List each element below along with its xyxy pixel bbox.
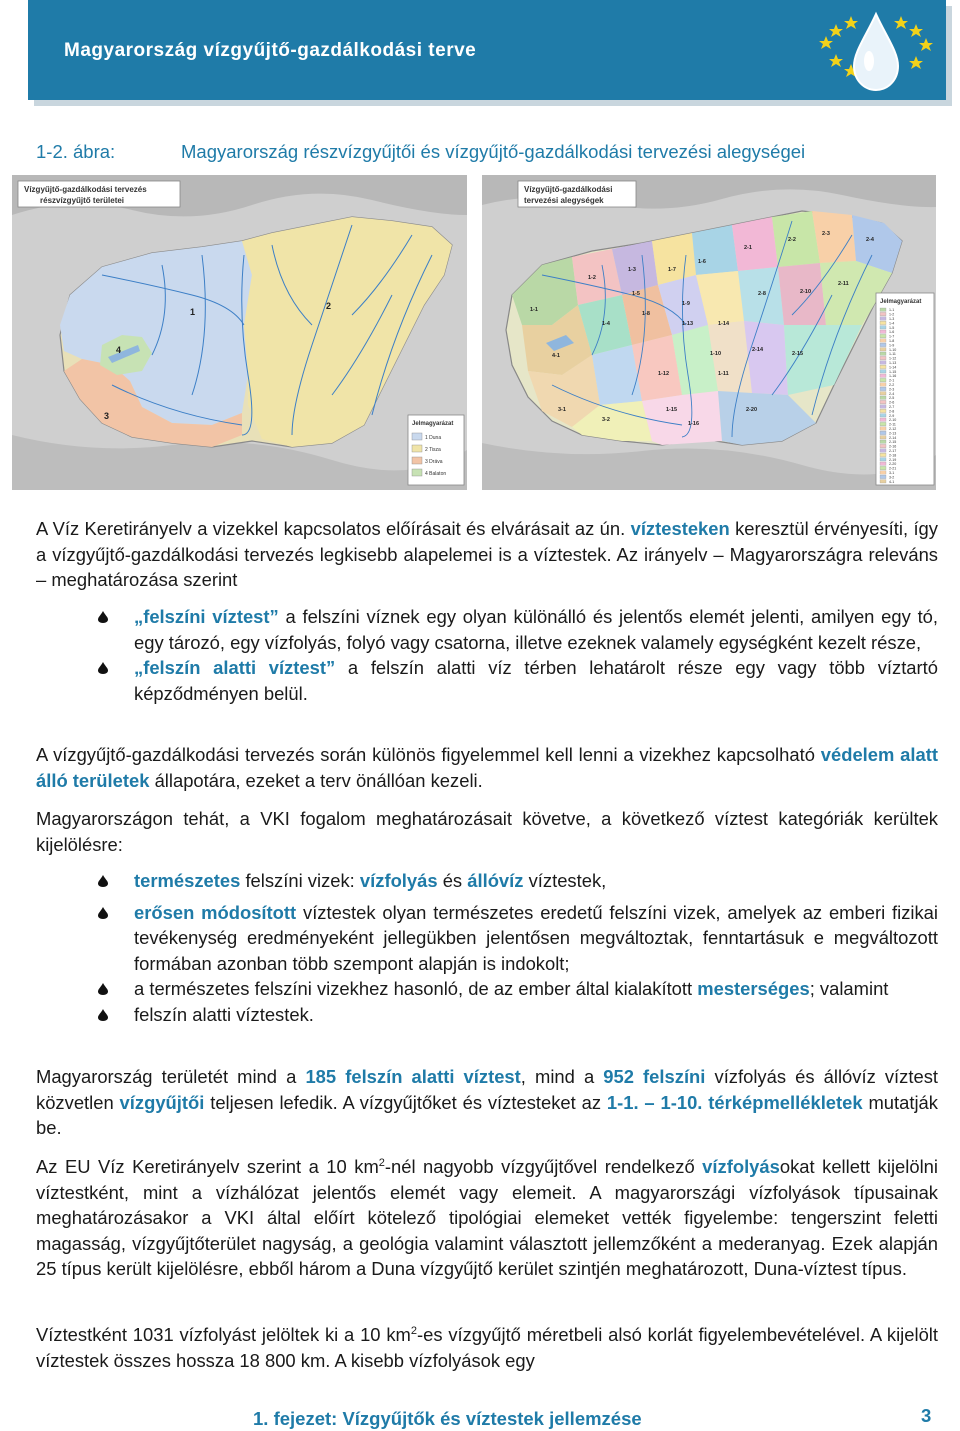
legend-swatch: [880, 400, 886, 403]
superscript: 2: [378, 1156, 385, 1169]
highlight-term: vízfolyás: [359, 870, 438, 891]
legend-swatch: [880, 480, 886, 483]
legend-label: 1-14: [889, 365, 897, 370]
left-map-title-2: részvízgyűjtő területei: [40, 196, 125, 205]
legend-label: 1-16: [889, 374, 897, 379]
legend-label: 2-19: [889, 457, 897, 462]
unit-label: 2-2: [788, 237, 796, 243]
legend-label: 1-12: [889, 356, 897, 361]
legend-label: 1-15: [889, 369, 897, 374]
bullet-icon: [98, 1009, 108, 1021]
text-run: felszíni vizek:: [240, 870, 360, 891]
paragraph-2: [36, 742, 938, 793]
legend-label: 2-10: [889, 418, 897, 423]
legend-swatch: [880, 383, 886, 386]
legend-swatch: [880, 392, 886, 395]
legend-swatch: [880, 352, 886, 355]
unit-label: 2-10: [800, 289, 812, 295]
bullet-icon: [98, 983, 108, 995]
legend-swatch: [880, 475, 886, 478]
right-map: [482, 175, 936, 490]
legend-swatch: [880, 334, 886, 337]
legend-swatch: [880, 370, 886, 373]
legend-swatch: [880, 396, 886, 399]
left-legend-item: 1 Duna: [425, 435, 442, 441]
region-label-3: 3: [104, 411, 110, 421]
text-run: Magyarországon tehát, a VKI fogalom meghatározásait követve, a következő víztest kategóriák kerültek kijelölésre:: [36, 808, 938, 855]
unit-label: 2-14: [752, 347, 764, 353]
text-run: Az EU Víz Keretirányelv szerint a 10 km: [36, 1156, 379, 1177]
unit-label: 3-2: [602, 417, 610, 423]
text-run: víztestek olyan természetes eredetű felszíni vizek, amelyek az emberi fizikai tevékenység eredményeként jellegükben jelentősen megváltoztak, fenntartásuk e megváltozott formában azonban több szempont alapján is indokolt;: [134, 901, 938, 974]
list-item: [36, 900, 938, 977]
right-legend-title: Jelmagyarázat: [880, 299, 922, 305]
unit-label: 1-16: [688, 421, 700, 427]
unit-label: 2-8: [758, 291, 766, 297]
unit-label: 1-7: [668, 267, 676, 273]
figure-caption-text: Magyarország részvízgyűjtői és vízgyűjtő-gazdálkodási tervezési alegységei: [181, 141, 806, 162]
legend-label: 1-4: [889, 321, 895, 326]
legend-swatch: [880, 326, 886, 329]
list-item: [36, 604, 938, 655]
left-legend-item: 4 Balaton: [425, 471, 447, 477]
paragraph-1: [36, 516, 938, 593]
legend-swatch: [880, 405, 886, 408]
unit-label: 1-13: [682, 321, 694, 327]
legend-swatch: [880, 365, 886, 368]
text-run: a felszíni víznek egy olyan különálló és jelentős elemét jelenti, amilyen egy tó, egy tározó, egy vízfolyás, folyó vagy csatorna, illetve ezeknek valamely egységként kezelt része,: [134, 606, 939, 653]
region-label-1: 1: [190, 307, 196, 317]
text-run: A vízgyűjtő-gazdálkodási tervezés során különös figyelemmel kell lenni a vizekhez kapcsolható: [36, 744, 821, 765]
legend-label: 1-5: [889, 325, 895, 330]
unit-label: 1-4: [602, 321, 610, 327]
legend-label: 2-17: [889, 449, 897, 453]
legend-swatch: [880, 431, 886, 434]
legend-swatch: [880, 330, 886, 333]
right-map-title-2: tervezési alegységek: [524, 196, 604, 205]
right-map-title-1: Vízgyűjtő-gazdálkodási: [524, 185, 613, 194]
legend-swatch: [880, 321, 886, 324]
left-legend-item: 3 Dráva: [425, 459, 443, 465]
unit-label: 1-2: [588, 275, 596, 281]
page-number: 3: [921, 1405, 932, 1426]
legend-swatch: [880, 440, 886, 443]
legend-swatch: [880, 471, 886, 474]
highlight-term: erősen módosított: [134, 901, 297, 923]
legend-label: 3-1: [889, 471, 895, 475]
list-item: [36, 868, 938, 894]
legend-swatch: [880, 453, 886, 456]
legend-label: 3-2: [889, 475, 895, 480]
text-run: Magyarország területét mind a: [36, 1066, 306, 1087]
text-run: teljesen lefedik. A vízgyűjtőket és víztesteket az: [204, 1091, 607, 1113]
text-run: okat kellett kijelölni víztestként, mint a vízhálózat jelentős elemét vagy elemeit. A magyarországi vízfolyások típusainak meghatározásakor a VKI által előírt kötelező tipológiai elemeket vették figyelembe: tengerszint feletti magasság, vízgyűjtőterület nagyság, a geológia valamint választott jellemzőként a mederanyag. Ezek alapján 25 típus került kijelölésre, ebből három a Duna vízgyűjtő kerület szintjén meghatározott, Duna-víztest típus.: [36, 1156, 938, 1280]
legend-swatch: [880, 378, 886, 381]
unit-label: 1-5: [632, 291, 640, 297]
legend-swatch: [880, 348, 886, 351]
text-run: -es vízgyűjtő méretbeli alsó korlát figyelembevételével. A kijelölt víztestek összes hossza 18 800 km. A kisebb vízfolyások egy: [36, 1324, 939, 1371]
category-list: [36, 868, 938, 1028]
legend-label: 1-8: [889, 339, 895, 343]
unit-label: 1-3: [628, 267, 636, 273]
unit-label: 3-1: [558, 407, 566, 413]
legend-swatch: [880, 422, 886, 425]
text-run: vízfolyás és állóvíz víztest közvetlen: [36, 1066, 939, 1113]
legend-swatch: [880, 462, 886, 465]
text-run: felszín alatti víztestek.: [134, 1003, 314, 1025]
legend-swatch: [880, 458, 886, 461]
text-run: ; valamint: [809, 978, 889, 1000]
unit-label: 1-15: [666, 407, 678, 413]
text-run: keresztül érvényesíti, így a vízgyűjtő-gazdálkodási tervezés legkisebb alapelemei is a víztestek. Az irányelv – Magyarországra releváns – meghatározása szerint: [36, 518, 938, 591]
figure-maps: [12, 175, 936, 490]
unit-label: 2-3: [822, 231, 830, 237]
unit-label: 1-14: [718, 321, 730, 327]
unit-label: 2-15: [792, 351, 804, 357]
legend-label: 2-12: [889, 427, 897, 431]
bullet-icon: [98, 907, 108, 919]
legend-swatch: [880, 374, 886, 377]
legend-swatch: [880, 466, 886, 469]
bullet-icon: [98, 875, 108, 887]
legend-label: 2-3: [889, 387, 895, 392]
legend-swatch: [880, 414, 886, 417]
map-annex-link[interactable]: 1-1. – 1-10. térképmellékletek: [606, 1091, 863, 1113]
legend-label: 2-20: [889, 462, 897, 467]
legend-swatch: [880, 356, 886, 359]
unit-label: 1-9: [682, 301, 690, 307]
bullet-icon: [98, 611, 108, 623]
legend-label: 2-14: [889, 435, 897, 440]
legend-label: 2-1: [889, 378, 895, 383]
legend-label: 1-9: [889, 343, 895, 348]
text-run: mutatják be.: [36, 1091, 938, 1139]
unit-label: 1-12: [658, 371, 670, 377]
list-item: [36, 1002, 938, 1028]
legend-label: 1-11: [889, 352, 896, 357]
legend-swatch: [880, 343, 886, 346]
unit-label: 2-20: [746, 407, 758, 413]
left-legend-item: 2 Tisza: [425, 447, 441, 453]
unit-label: 2-1: [744, 245, 752, 251]
unit-label: 1-8: [642, 311, 650, 317]
legend-label: 2-13: [889, 431, 897, 436]
legend-label: 2-8: [889, 409, 895, 414]
paragraph-3: [36, 806, 938, 857]
region-label-4: 4: [116, 345, 122, 355]
unit-label: 4-1: [552, 353, 560, 359]
superscript: 2: [410, 1324, 417, 1337]
legend-swatch: [880, 387, 886, 390]
eu-water-drop-logo: [806, 6, 946, 98]
footer-chapter-title: 1. fejezet: Vízgyűjtők és víztestek jellemzése: [253, 1408, 642, 1429]
legend-swatch: [880, 418, 886, 421]
legend-swatch: [880, 312, 886, 315]
definition-list: [36, 604, 938, 706]
left-legend-title: Jelmagyarázat: [412, 421, 454, 427]
highlight-term: állóvíz: [467, 870, 524, 891]
unit-label: 2-11: [838, 281, 849, 287]
legend-label: 2-15: [889, 440, 897, 445]
legend-label: 1-6: [889, 330, 895, 335]
paragraph-4: [36, 1064, 938, 1141]
highlight-term: víztesteken: [630, 518, 730, 539]
legend-label: 1-10: [889, 347, 897, 352]
legend-swatch: [880, 339, 886, 342]
highlight-term: vízfolyás: [702, 1156, 780, 1177]
legend-label: 2-2: [889, 383, 895, 387]
highlight-term: 185 felszín alatti víztest: [305, 1066, 521, 1087]
legend-label: 2-21: [889, 466, 897, 471]
legend-label: 2-9: [889, 413, 895, 418]
legend-swatch: [880, 427, 886, 430]
unit-label: 2-4: [866, 237, 874, 243]
legend-label: 1-1: [889, 308, 895, 313]
legend-swatch: [880, 409, 886, 412]
legend-swatch: [880, 361, 886, 364]
highlight-term: 952 felszíni: [603, 1066, 706, 1087]
unit-label: 1-1: [530, 307, 538, 313]
bullet-icon: [98, 662, 108, 674]
figure-caption: [36, 141, 926, 163]
text-run: és: [437, 870, 468, 891]
list-item: [36, 976, 938, 1002]
legend-swatch: [880, 308, 886, 311]
legend-swatch: [880, 449, 886, 452]
left-map-title-1: Vízgyűjtő-gazdálkodási tervezés: [24, 185, 147, 194]
text-run: , mind a: [520, 1066, 604, 1087]
legend-label: 1-7: [889, 334, 895, 339]
legend-label: 2-18: [889, 453, 897, 458]
highlight-term: védelem alatt álló területek: [36, 744, 938, 791]
paragraph-6: [36, 1322, 938, 1373]
document-title: Magyarország vízgyűjtő-gazdálkodási terve: [64, 40, 477, 61]
region-label-2: 2: [326, 301, 332, 311]
list-item: [36, 655, 938, 706]
legend-swatch: [880, 317, 886, 320]
paragraph-5: [36, 1154, 938, 1282]
text-run: víztestek,: [523, 870, 607, 891]
legend-label: 1-13: [889, 361, 897, 365]
legend-label: 2-4: [889, 391, 895, 396]
legend-label: 4-1: [889, 479, 895, 484]
unit-label: 1-11: [718, 371, 729, 377]
legend-label: 1-2: [889, 312, 895, 317]
legend-label: 2-5: [889, 396, 895, 401]
text-run: Víztestként 1031 vízfolyást jelöltek ki a 10 km: [36, 1324, 411, 1345]
legend-label: 1-3: [889, 317, 895, 321]
highlight-term: „felszín alatti víztest”: [134, 657, 336, 679]
text-run: a természetes felszíni vizekhez hasonló, de az ember által kialakított: [134, 978, 698, 1000]
unit-label: 1-10: [710, 351, 722, 357]
legend-swatch: [880, 436, 886, 439]
unit-label: 1-6: [698, 259, 706, 265]
highlight-term: természetes: [134, 870, 241, 891]
highlight-term: vízgyűjtői: [119, 1091, 205, 1113]
figure-number: 1-2. ábra:: [36, 141, 116, 162]
highlight-term: „felszíni víztest”: [134, 606, 279, 627]
legend-label: 2-6: [889, 400, 895, 405]
legend-label: 2-16: [889, 444, 897, 449]
text-run: állapotára, ezeket a terv önállóan kezeli.: [149, 769, 483, 791]
left-map: [12, 175, 467, 490]
legend-label: 2-11: [889, 422, 896, 427]
text-run: a felszín alatti víz térben lehatárolt része egy vagy több víztartó képződményen belül.: [134, 657, 938, 704]
text-run: A Víz Keretirányelv a vizekkel kapcsolatos előírásait és elvárásait az ún.: [36, 518, 631, 539]
legend-label: 2-7: [889, 405, 895, 409]
text-run: -nél nagyobb vízgyűjtővel rendelkező: [384, 1156, 703, 1177]
highlight-term: mesterséges: [697, 978, 810, 1000]
legend-swatch: [880, 444, 886, 447]
